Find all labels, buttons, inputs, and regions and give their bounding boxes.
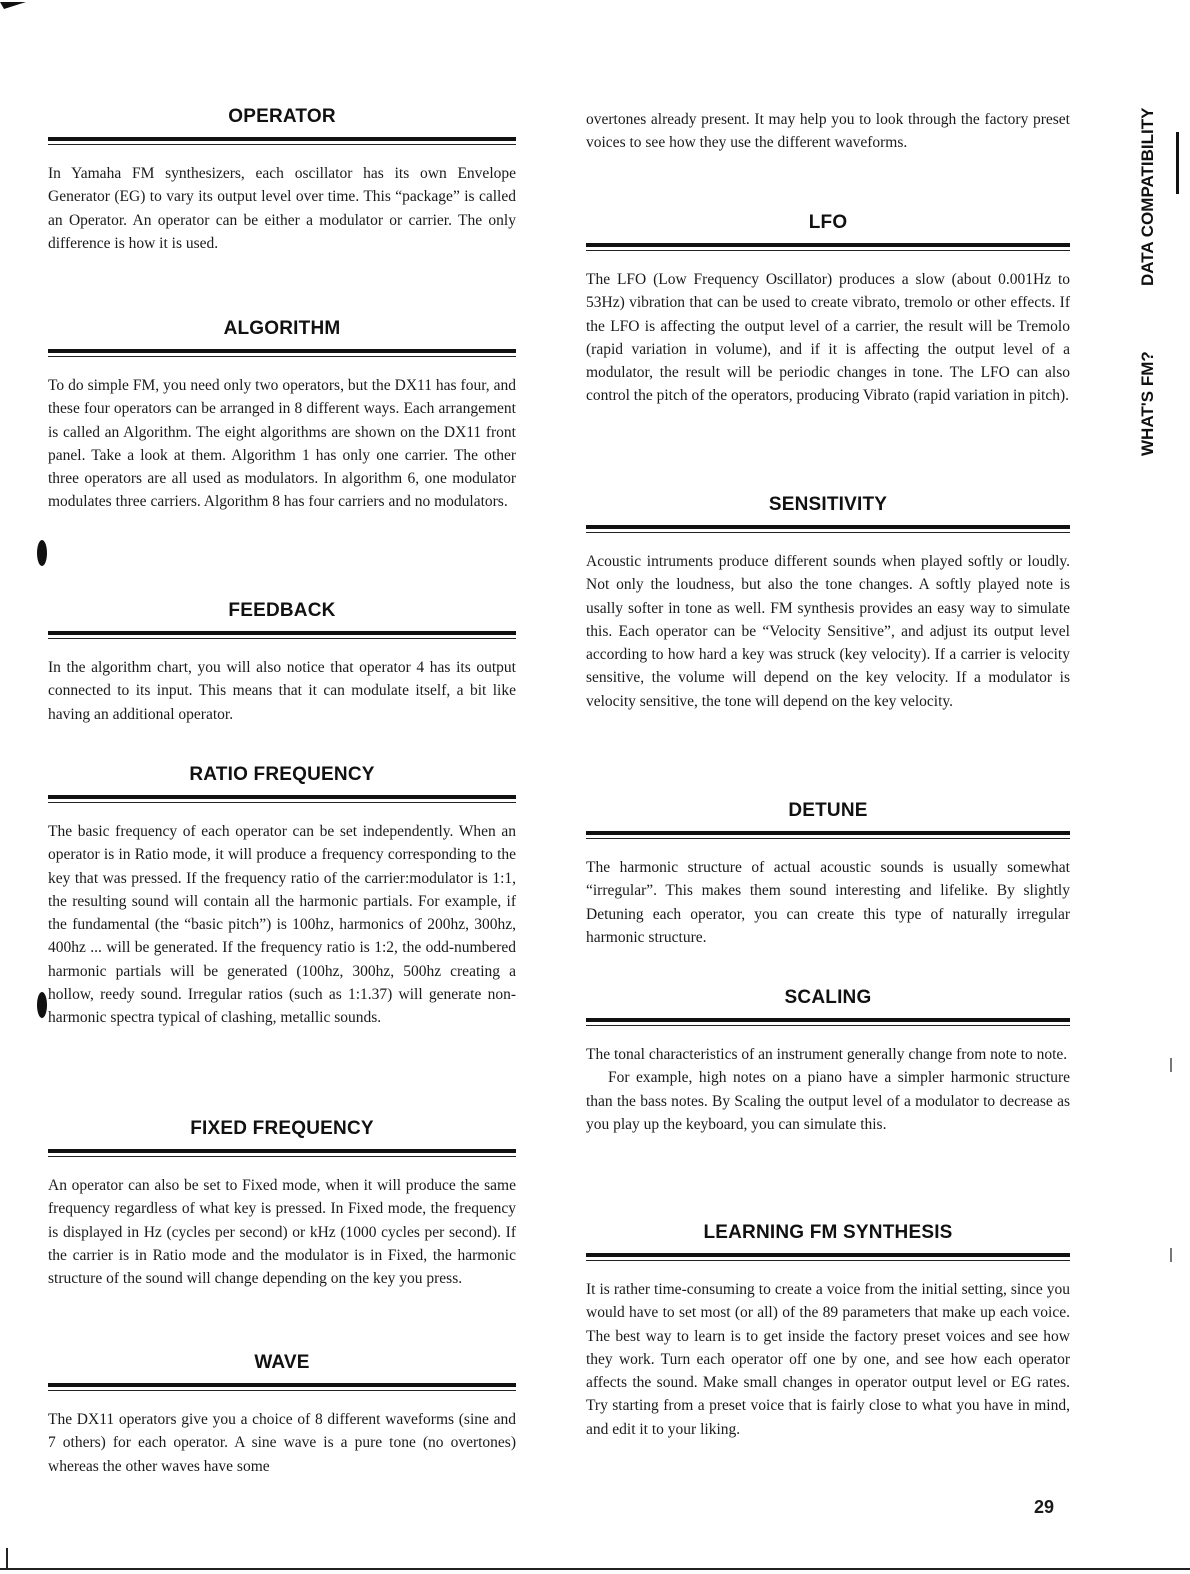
side-tab-data-compatibility: DATA COMPATIBILITY <box>1138 107 1157 286</box>
section-paragraph: Acoustic intruments produce different sounds when played softly or loudly. Not only the loudness, but also the tone changes. A softly played note is usally softer in tone as well. FM synthesis provides an easy way to simulate this. Each operator can be “Velocity Sensitive”, and adjust its output level according to how hard a key was struck (key velocity). If a carrier is velocity sensitive, the volume will depend on the key velocity. If a modulator is velocity sensitive, the tone will depend on the key velocity. <box>586 553 1070 710</box>
section-paragraph: The harmonic structure of actual acoustic sounds is usually somewhat “irregular”. This makes them sound interesting and lifelike. By slightly Detuning each operator, you can create this type of naturally irregular harmonic structure. <box>586 859 1070 946</box>
section-scaling <box>586 987 1070 1136</box>
section-feedback <box>48 600 516 726</box>
section-paragraph: It is rather time-consuming to create a voice from the initial setting, since you would have to set most (or all) of the 89 parameters that make up each voice. The best way to learn is to get inside the factory preset voices and see how they work. Turn each operator off one by one, and see how each operator affects the sound. Make small changes in operator output level or EG rates. Try starting from a preset voice that is fairly close to what you have in mind, and edit it to your liking. <box>586 1281 1070 1438</box>
crop-mark <box>6 1548 8 1570</box>
section-wave <box>48 1352 516 1478</box>
heading-rule <box>586 831 1070 840</box>
section-learning-fm-synthesis <box>586 1222 1070 1441</box>
section-paragraph: To do simple FM, you need only two operators, but the DX11 has four, and these four operators can be arranged in 8 different ways. Each arrangement is called an Algorithm. The eight algorithms are shown on the DX11 front panel. Take a look at them. Algorithm 1 has only one carrier. The other three operators are all used as modulators. In algorithm 6, one modulator modulates three carriers. Algorithm 8 has four carriers and no modulators. <box>48 377 516 511</box>
heading-rule <box>48 631 516 640</box>
heading-rule <box>48 795 516 804</box>
heading-rule <box>48 1383 516 1392</box>
corner-mark <box>0 0 26 10</box>
heading-rule <box>48 1149 516 1158</box>
continued-paragraph <box>586 108 1070 155</box>
punch-hole-mark <box>37 540 47 566</box>
section-paragraph: The DX11 operators give you a choice of 8 different waveforms (sine and 7 others) for each operator. A sine wave is a pure tone (no overtones) whereas the other waves have some <box>48 1411 516 1475</box>
section-heading: WAVE <box>254 1352 310 1373</box>
section-operator <box>48 106 516 255</box>
section-heading: FIXED FREQUENCY <box>190 1118 374 1139</box>
section-paragraph: The LFO (Low Frequency Oscillator) produces a slow (about 0.001Hz to 53Hz) vibration that can be used to create vibrato, tremolo or other effects. If the LFO is affecting the output level of a carrier, the result will be Tremolo (rapid variation in volume), and if it is affecting the output level of a modulator, the result will be periodic changes in tone. The LFO can also control the pitch of the operators, producing Vibrato (rapid variation in pitch). <box>586 271 1070 405</box>
edge-mark <box>1170 1058 1172 1072</box>
section-paragraph: For example, high notes on a piano have a simpler harmonic structure than the bass notes. By Scaling the output level of a modulator to decrease as you play up the keyboard, you can simulate this. <box>586 1069 1070 1133</box>
section-ratio-frequency <box>48 764 516 1030</box>
section-detune <box>586 800 1070 949</box>
section-algorithm <box>48 318 516 514</box>
section-sensitivity <box>586 494 1070 713</box>
bottom-edge-line <box>0 1568 1190 1570</box>
side-tab-whats-fm: WHAT'S FM? <box>1138 351 1157 456</box>
heading-rule <box>586 243 1070 252</box>
section-heading: LFO <box>808 212 848 233</box>
section-paragraph: The basic frequency of each operator can be set independently. When an operator is in Ratio mode, it will produce a frequency corresponding to the key that was pressed. If the frequency ratio of the carrier:modulator is 1:1, the resulting sound will contain all the harmonic partials. For example, if the fundamental (the “basic pitch”) is 100hz, harmonics of 200hz, 300hz, 400hz ... will be generated. If the frequency ratio is 1:2, the odd-numbered harmonic partials will be generated (100hz, 300hz, 500hz creating a hollow, reedy sound. Irregular ratios (such as 1:1.37) will generate non-harmonic spectra typical of clashing, metallic sounds. <box>48 823 516 1027</box>
tab-indicator-bar <box>1176 132 1179 194</box>
heading-rule <box>586 1018 1070 1027</box>
section-paragraph: In Yamaha FM synthesizers, each oscillator has its own Envelope Generator (EG) to vary its output level over time. This “package” is called an Operator. An operator can be either a modulator or carrier. The only difference is how it is used. <box>48 165 516 252</box>
section-heading: RATIO FREQUENCY <box>189 764 375 785</box>
section-heading: LEARNING FM SYNTHESIS <box>703 1222 953 1243</box>
section-paragraph: An operator can also be set to Fixed mode, when it will produce the same frequency regardless of what key is pressed. In Fixed mode, the frequency is displayed in Hz (cycles per second) or kHz (1000 cycles per second). If the carrier is in Ratio mode and the modulator is in Fixed, the harmonic structure of the sound will change depending on the key you press. <box>48 1177 516 1288</box>
heading-rule <box>48 349 516 358</box>
side-tab-strip <box>1118 60 1162 480</box>
heading-rule <box>48 137 516 146</box>
page-number: 29 <box>1034 1497 1055 1517</box>
section-heading: FEEDBACK <box>228 600 336 621</box>
section-heading: SENSITIVITY <box>768 494 888 515</box>
section-heading: OPERATOR <box>228 106 336 127</box>
section-heading: ALGORITHM <box>223 318 341 339</box>
heading-rule <box>586 1253 1070 1262</box>
section-lfo <box>586 212 1070 408</box>
section-heading: SCALING <box>784 987 872 1008</box>
section-fixed-frequency <box>48 1118 516 1290</box>
heading-rule <box>586 525 1070 534</box>
punch-hole-mark <box>37 992 47 1018</box>
section-paragraph: The tonal characteristics of an instrument generally change from note to note. <box>586 1046 1068 1063</box>
section-heading: DETUNE <box>788 800 868 821</box>
section-paragraph: In the algorithm chart, you will also notice that operator 4 has its output connected to its input. This means that it can modulate itself, a bit like having an additional operator. <box>48 659 516 723</box>
section-paragraph: overtones already present. It may help you to look through the factory preset voices to see how they use the different waveforms. <box>586 111 1070 152</box>
edge-mark <box>1170 1248 1172 1262</box>
